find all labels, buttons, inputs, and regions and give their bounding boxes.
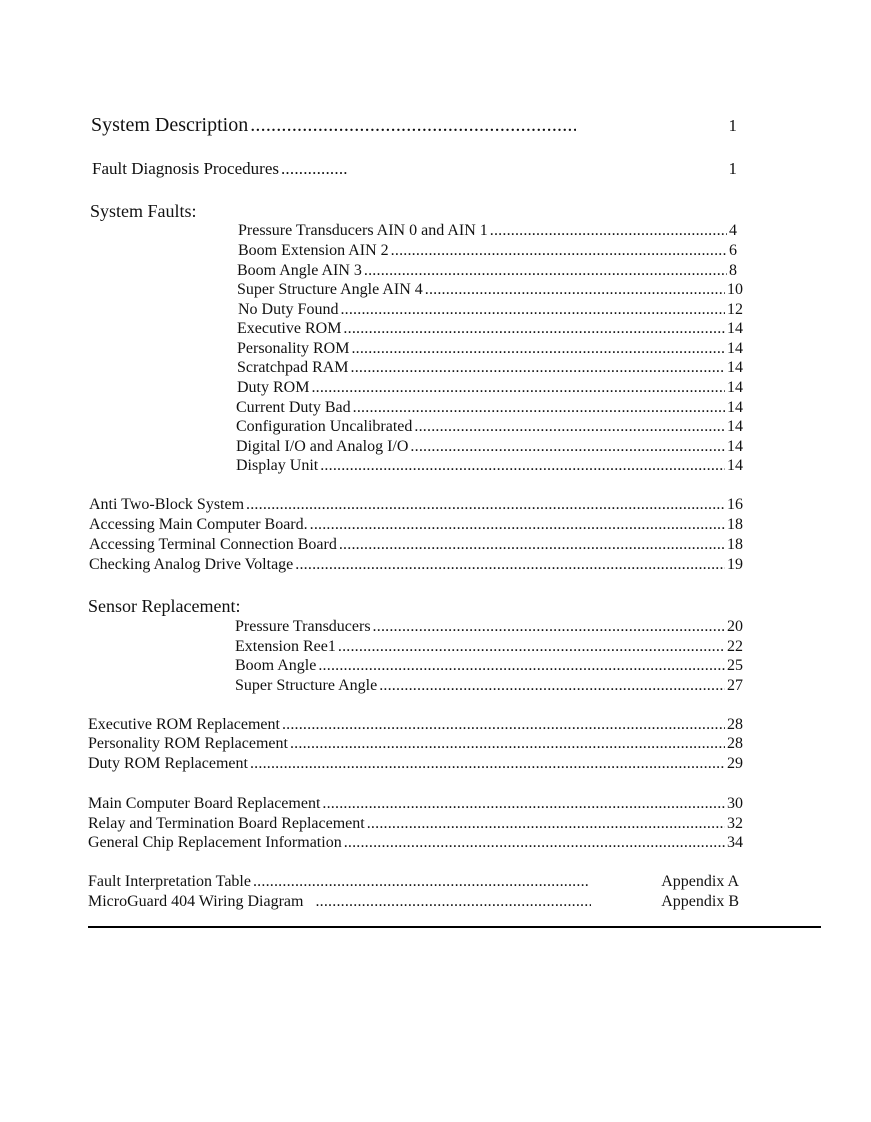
- toc-entry-page: 14: [727, 457, 743, 474]
- toc-entry: [235, 678, 743, 694]
- toc-entry: [235, 619, 743, 635]
- leader-dots: [281, 160, 347, 177]
- leader-dots: [315, 894, 591, 910]
- toc-entry-label: Personality ROM: [237, 340, 350, 357]
- leader-dots: [339, 537, 725, 553]
- toc-entry-label: Digital I/O and Analog I/O: [236, 438, 409, 455]
- bottom-rule: [88, 926, 821, 928]
- toc-entry-label: Scratchpad RAM: [237, 359, 349, 376]
- toc-entry-page: 19: [727, 556, 743, 573]
- leader-dots: [425, 282, 725, 298]
- toc-entry-page: 20: [727, 618, 743, 635]
- toc-entry: [89, 497, 743, 513]
- toc-entry-page: 27: [727, 677, 743, 694]
- toc-entry: [237, 360, 743, 376]
- toc-entry-system-description: [91, 115, 737, 135]
- leader-dots: [253, 874, 589, 890]
- toc-entry-page: 12: [727, 301, 743, 318]
- toc-entry-appendix: [88, 874, 739, 890]
- toc-entry: [88, 816, 743, 832]
- toc-entry: [237, 263, 737, 279]
- toc-entry-label: Display Unit: [236, 457, 319, 474]
- toc-entry-page: 14: [727, 359, 743, 376]
- leader-dots: [295, 557, 725, 573]
- toc-entry: [89, 537, 743, 553]
- toc-entry-page: 10: [727, 281, 743, 298]
- toc-entry-page: 14: [727, 399, 743, 416]
- toc-entry-label: Executive ROM: [237, 320, 342, 337]
- toc-entry: [238, 243, 737, 259]
- toc-entry: [236, 439, 743, 455]
- leader-dots: [364, 263, 727, 279]
- toc-entry-page: 14: [727, 418, 743, 435]
- toc-entry-label: No Duty Found: [238, 301, 339, 318]
- toc-entry: [88, 835, 743, 851]
- toc-entry: [238, 302, 743, 318]
- toc-entry-page: 29: [727, 755, 743, 772]
- toc-entry: [88, 717, 743, 733]
- toc-entry-page: 25: [727, 657, 743, 674]
- section-header-sensor-replacement: Sensor Replacement:: [88, 596, 241, 616]
- toc-entry-page: 22: [727, 638, 743, 655]
- toc-entry: [238, 223, 737, 239]
- leader-dots: [391, 243, 727, 259]
- toc-entry-page: 1: [728, 116, 737, 135]
- toc-entry-page: 16: [727, 496, 743, 513]
- toc-entry-page: 30: [727, 795, 743, 812]
- leader-dots: [282, 717, 725, 733]
- toc-entry-page: 14: [727, 438, 743, 455]
- toc-entry-label: Fault Interpretation Table: [88, 873, 251, 890]
- toc-entry-label: Current Duty Bad: [236, 399, 351, 416]
- toc-entry-label: Checking Analog Drive Voltage: [89, 556, 294, 573]
- toc-entry-page: 32: [727, 815, 743, 832]
- toc-entry-page: 14: [727, 379, 743, 396]
- leader-dots: [343, 321, 725, 337]
- leader-dots: [353, 400, 725, 416]
- toc-entry-label: Boom Extension AIN 2: [238, 242, 389, 259]
- toc-entry: [89, 557, 743, 573]
- toc-entry-page: 4: [729, 222, 737, 239]
- toc-entry: [237, 341, 743, 357]
- toc-entry: [236, 458, 743, 474]
- toc-entry: [88, 736, 743, 752]
- toc-entry: [236, 400, 743, 416]
- toc-entry-label: Super Structure Angle AIN 4: [237, 281, 423, 298]
- toc-entry-label: Boom Angle: [235, 657, 317, 674]
- leader-dots: [338, 639, 725, 655]
- leader-dots: [414, 419, 725, 435]
- toc-entry-page: 18: [727, 516, 743, 533]
- toc-entry-label: General Chip Replacement Information: [88, 834, 342, 851]
- toc-entry-label: Pressure Transducers: [235, 618, 371, 635]
- toc-entry-label: Duty ROM Replacement: [88, 755, 248, 772]
- toc-entry: [237, 282, 743, 298]
- leader-dots: [311, 380, 725, 396]
- toc-entry-page: 14: [727, 320, 743, 337]
- toc-entry-label: Pressure Transducers AIN 0 and AIN 1: [238, 222, 488, 239]
- toc-entry-label: Duty ROM: [237, 379, 310, 396]
- toc-entry-label: Main Computer Board Replacement: [88, 795, 321, 812]
- leader-dots: [351, 360, 725, 376]
- toc-entry-page: 14: [727, 340, 743, 357]
- leader-dots: [410, 439, 725, 455]
- toc-entry-page: 6: [729, 242, 737, 259]
- leader-dots: [344, 835, 725, 851]
- leader-dots: [318, 658, 725, 674]
- leader-dots: [322, 796, 725, 812]
- toc-entry-label: Configuration Uncalibrated: [236, 418, 413, 435]
- toc-entry-label: Fault Diagnosis Procedures: [92, 159, 279, 178]
- toc-entry-page: 28: [727, 735, 743, 752]
- leader-dots: [250, 756, 725, 772]
- toc-entry-page: Appendix A: [661, 873, 739, 890]
- toc-entry-page: Appendix B: [661, 893, 739, 910]
- toc-entry: [88, 796, 743, 812]
- toc-entry-label: MicroGuard 404 Wiring Diagram: [88, 893, 304, 910]
- toc-entry-page: 34: [727, 834, 743, 851]
- toc-entry-page: 18: [727, 536, 743, 553]
- leader-dots: [246, 497, 725, 513]
- toc-entry: [235, 639, 743, 655]
- toc-entry-label: Personality ROM Replacement: [88, 735, 288, 752]
- leader-dots: [250, 115, 576, 135]
- toc-entry-label: Accessing Terminal Connection Board: [89, 536, 337, 553]
- toc-entry-label: Anti Two-Block System: [89, 496, 245, 513]
- toc-entry-label: Extension Ree1: [235, 638, 336, 655]
- toc-entry-page: 28: [727, 716, 743, 733]
- toc-entry-label: Executive ROM Replacement: [88, 716, 280, 733]
- toc-entry: [237, 321, 743, 337]
- section-header-system-faults: System Faults:: [90, 201, 197, 221]
- leader-dots: [310, 517, 725, 533]
- leader-dots: [320, 458, 725, 474]
- toc-entry: [236, 419, 743, 435]
- leader-dots: [490, 223, 727, 239]
- toc-entry-label: Super Structure Angle: [235, 677, 378, 694]
- leader-dots: [373, 619, 725, 635]
- leader-dots: [340, 302, 725, 318]
- leader-dots: [290, 736, 725, 752]
- toc-entry-label: Accessing Main Computer Board.: [89, 516, 308, 533]
- toc-entry-page: 1: [728, 159, 737, 178]
- toc-entry-label: Relay and Termination Board Replacement: [88, 815, 365, 832]
- leader-dots: [379, 678, 725, 694]
- toc-entry-label: System Description: [91, 114, 249, 136]
- toc-entry-label: Boom Angle AIN 3: [237, 262, 362, 279]
- toc-entry: [88, 756, 743, 772]
- leader-dots: [351, 341, 725, 357]
- leader-dots: [367, 816, 725, 832]
- toc-entry: [235, 658, 743, 674]
- toc-entry: [89, 517, 743, 533]
- toc-entry-page: 8: [729, 262, 737, 279]
- toc-entry-fault-diagnosis: [92, 160, 737, 177]
- toc-entry-appendix: [88, 894, 739, 910]
- toc-entry: [237, 380, 743, 396]
